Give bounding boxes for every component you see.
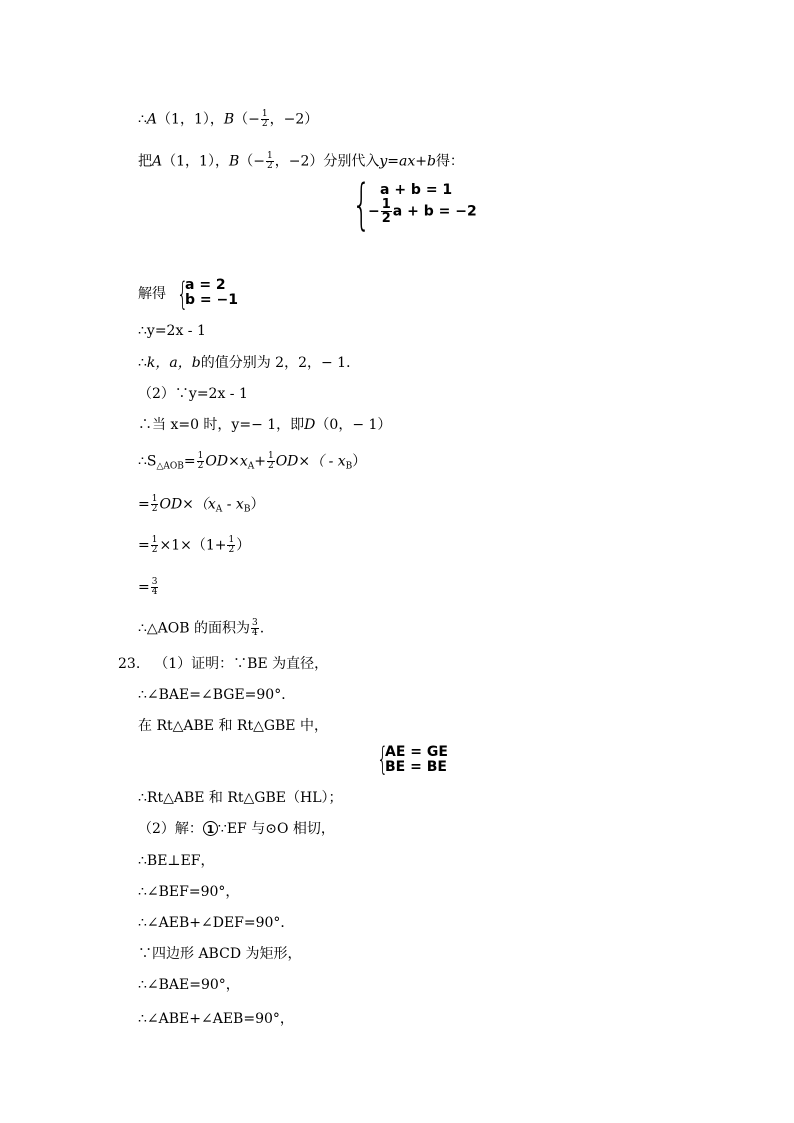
fraction-half-2 xyxy=(227,536,235,555)
point-a-label: A xyxy=(146,111,158,128)
fraction-numerator: 1 xyxy=(151,494,158,504)
part2b-text: ∵EF 与⊙O 相切， xyxy=(217,821,335,837)
equals-sign: = xyxy=(138,579,150,596)
system-brace: { xyxy=(352,173,371,236)
fraction-half xyxy=(151,536,159,555)
line-points-ab xyxy=(138,110,318,129)
point-a-coords: （1，1）， xyxy=(157,111,224,128)
point-d-label: D xyxy=(304,417,316,433)
fraction-numerator: 1 xyxy=(228,535,235,545)
solve-label: 解得 xyxy=(138,286,166,302)
bae-line: ∴∠BAE=90°， xyxy=(138,977,240,993)
point-b-label: B xyxy=(228,153,240,170)
kab-values: 的值分别为 2，2，− 1． xyxy=(200,355,361,371)
area-line-3 xyxy=(138,536,250,555)
fraction-half xyxy=(197,452,205,471)
sum1-line: ∴∠AEB+∠DEF=90°． xyxy=(138,915,295,931)
area-symbol: ∴S xyxy=(138,453,157,470)
solve-brace: { xyxy=(177,275,189,313)
point-b-label: B xyxy=(223,111,235,128)
point-d-line xyxy=(138,416,391,434)
solve-equation-a: a = 2 xyxy=(185,277,226,293)
subscript-b: B xyxy=(243,504,251,515)
fraction-denominator: 2 xyxy=(197,461,204,471)
area-conclusion-text: ∴△AOB 的面积为 xyxy=(138,620,250,637)
area-subscript: △AOB xyxy=(156,461,184,472)
fraction-denominator: 2 xyxy=(228,545,235,555)
point-d-text: ∴当 x=0 时，y=− 1，即 xyxy=(138,417,305,433)
minus-sign: − xyxy=(368,203,380,220)
fraction-numerator: 1 xyxy=(267,451,274,461)
close-paren: ） xyxy=(352,453,367,470)
point-a-label: A xyxy=(152,153,163,170)
point-b-close: ，−2） xyxy=(269,111,319,128)
angles-line: ∴∠BAE=∠BGE=90°． xyxy=(138,687,296,703)
point-a-coords: （1，1）， xyxy=(162,153,229,170)
point-d-coords: （0，− 1） xyxy=(315,417,392,433)
substitute-prefix: 把 xyxy=(138,153,152,170)
fraction-denominator: 2 xyxy=(151,504,158,514)
part2-head: （2）∵y=2x - 1 xyxy=(138,386,248,402)
system1-equation-1: a + b = 1 xyxy=(380,182,453,198)
question-23-text: （1）证明：∵BE 为直径， xyxy=(154,656,329,672)
equals-sign: = xyxy=(183,453,196,470)
rt-intro-line: 在 Rt△ABE 和 Rt△GBE 中， xyxy=(138,718,328,734)
equation-tail: a + b = −2 xyxy=(392,203,477,220)
sum2-line: ∴∠ABE+∠AEB=90°， xyxy=(138,1011,294,1027)
bef-line: ∴∠BEF=90°， xyxy=(138,884,240,900)
question-23-head xyxy=(118,655,328,673)
circled-number: 1 xyxy=(203,821,218,836)
fraction-half-2 xyxy=(267,452,275,471)
substitute-middle: ，−2）分别代入 xyxy=(274,153,380,170)
system1-equation-2 xyxy=(368,198,477,225)
fraction-half xyxy=(381,198,392,225)
perp-line: ∴BE⊥EF， xyxy=(138,853,215,869)
solve-equation-b: b = −1 xyxy=(185,292,238,308)
fraction-half xyxy=(266,152,274,171)
fraction-denominator: 2 xyxy=(381,211,391,226)
result-y-line: ∴y=2x - 1 xyxy=(138,323,206,339)
equals-sign: = xyxy=(138,496,150,513)
part2b-prefix: （2）解： xyxy=(138,821,203,837)
rect-line: ∵四边形 ABCD 为矩形， xyxy=(138,946,302,962)
subscript-b: B xyxy=(345,461,353,472)
area-line-1 xyxy=(138,452,366,476)
od-xa-term: OD×x xyxy=(205,453,248,470)
fraction-denominator: 2 xyxy=(261,119,268,129)
plus-sign: + xyxy=(254,453,266,470)
kab-vars: k，a，b xyxy=(146,355,201,371)
fraction-numerator: 1 xyxy=(381,197,391,212)
substitute-suffix: 得： xyxy=(435,153,464,170)
subscript-a: A xyxy=(247,461,255,472)
fraction-denominator: 2 xyxy=(266,161,273,171)
fraction-numerator: 1 xyxy=(266,151,273,161)
fraction-numerator: 3 xyxy=(252,618,258,628)
fraction-numerator: 3 xyxy=(151,577,158,587)
part2b-line xyxy=(138,820,335,838)
area-line-4 xyxy=(138,578,159,597)
fraction-half xyxy=(151,495,159,514)
system2-brace: { xyxy=(377,740,389,778)
point-b-open: （− xyxy=(234,111,260,128)
fraction-three-quarters xyxy=(251,619,259,638)
area-conclusion xyxy=(138,619,264,638)
od-xb-term: OD×（ - x xyxy=(275,453,346,470)
fraction-three-quarters xyxy=(151,578,159,597)
therefore-symbol: ∴ xyxy=(138,355,147,371)
equals-sign: = xyxy=(138,537,150,554)
minus-xb: - x xyxy=(222,496,244,513)
fraction-numerator: 1 xyxy=(197,451,204,461)
fraction-numerator: 1 xyxy=(151,535,158,545)
fraction-denominator: 4 xyxy=(151,587,158,597)
fraction-half xyxy=(261,110,269,129)
kab-values-line xyxy=(138,354,360,372)
question-number: 23. xyxy=(118,656,141,672)
fraction-denominator: 2 xyxy=(151,545,158,555)
congruent-line: ∴Rt△ABE 和 Rt△GBE（HL）； xyxy=(138,790,343,806)
period: . xyxy=(259,620,265,637)
subscript-a: A xyxy=(215,504,223,515)
close-paren: ） xyxy=(236,537,251,554)
multiply-term: ×1×（1+ xyxy=(159,537,227,554)
linear-function: y=ax+b xyxy=(379,153,436,170)
line-substitute xyxy=(138,152,464,171)
system2-equation-2: BE = BE xyxy=(385,759,447,775)
fraction-denominator: 2 xyxy=(267,461,274,471)
point-b-open: （− xyxy=(239,153,265,170)
system2-equation-1: AE = GE xyxy=(385,744,448,760)
area-line-2 xyxy=(138,495,264,519)
fraction-denominator: 4 xyxy=(252,628,258,638)
od-term: OD×（x xyxy=(159,496,216,513)
therefore-symbol: ∴ xyxy=(138,111,147,128)
fraction-numerator: 1 xyxy=(261,109,268,119)
close-paren: ） xyxy=(250,496,265,513)
